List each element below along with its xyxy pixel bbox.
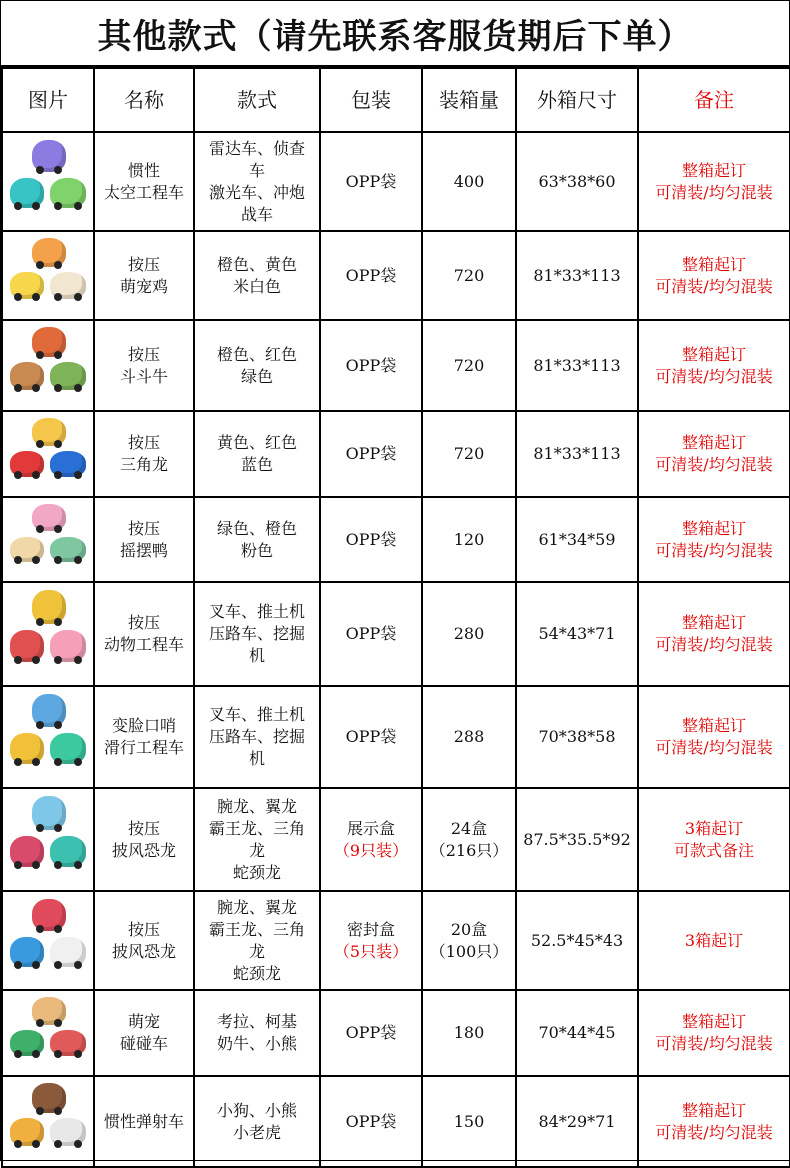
- toy-wheel: [32, 758, 40, 766]
- toy-wheel: [54, 1140, 62, 1148]
- box-quantity: [422, 990, 516, 1076]
- product-name: [94, 891, 194, 990]
- table-row: [2, 411, 790, 497]
- box-quantity: [422, 891, 516, 990]
- toy-wheel: [54, 261, 62, 269]
- product-style: [194, 320, 320, 411]
- product-style-line: 叉车、推土机: [208, 705, 305, 724]
- packaging: [320, 788, 422, 891]
- toy-wheel: [14, 758, 22, 766]
- product-style-line: 黄色、红色: [216, 433, 297, 452]
- product-style-line: 战车: [240, 204, 273, 224]
- product-style: [194, 411, 320, 497]
- remarks-line: 可清装/均匀混装: [655, 738, 773, 757]
- product-style-line: 绿色: [240, 366, 273, 386]
- remarks-line: 整箱起订: [681, 1100, 746, 1120]
- box-quantity-line: 24盒: [450, 818, 488, 838]
- toy-wheel: [54, 471, 62, 479]
- box-quantity: [422, 686, 516, 788]
- product-image-cell: [2, 497, 94, 582]
- product-style: [194, 990, 320, 1076]
- fighting-bull-photo: [4, 322, 92, 409]
- toy-wheel: [32, 384, 40, 392]
- remarks-line: 整箱起订: [681, 160, 746, 180]
- product-style: [194, 1076, 320, 1167]
- box-quantity: [422, 1076, 516, 1167]
- packaging: [320, 1076, 422, 1167]
- toy-wheel: [54, 293, 62, 301]
- table-row: [2, 1076, 790, 1167]
- box-quantity: [422, 132, 516, 231]
- product-style-line: 龙: [248, 840, 265, 860]
- product-image-cell: [2, 411, 94, 497]
- product-style-line: 小狗、小熊: [216, 1100, 297, 1120]
- remarks: [638, 320, 790, 411]
- toy-wheel: [74, 202, 82, 210]
- remarks-line: 整箱起订: [681, 254, 746, 274]
- toy-wheel: [74, 656, 82, 664]
- table-body: [2, 132, 790, 1167]
- toy-wheel: [14, 202, 22, 210]
- toy-wheel: [74, 1140, 82, 1148]
- toy-wheel: [36, 525, 44, 533]
- toy-wheel: [74, 384, 82, 392]
- remarks: [638, 582, 790, 686]
- packaging: [320, 686, 422, 788]
- product-style-line: 绿色、橙色: [216, 518, 297, 538]
- sheet-title: 其他款式（请先联系客服货期后下单）: [1, 1, 789, 67]
- packaging-count: （9只装）: [333, 840, 409, 860]
- product-image-cell: [2, 686, 94, 788]
- packaging-line: OPP袋: [345, 355, 397, 375]
- product-style-line: 叉车、推土机: [208, 602, 305, 621]
- product-name-line: 动物工程车: [103, 635, 184, 654]
- product-style-line: 激光车、冲炮: [208, 182, 305, 202]
- product-name-line: 惯性弹射车: [103, 1111, 184, 1131]
- box-quantity-line: 288: [453, 727, 485, 746]
- remarks-line: 3箱起订: [684, 818, 744, 838]
- box-quantity-line: 120: [453, 529, 485, 549]
- packaging: [320, 411, 422, 497]
- product-name-line: 按压: [127, 254, 160, 274]
- remarks: [638, 231, 790, 320]
- product-style-line: 奶牛、小熊: [216, 1034, 297, 1053]
- toy-wheel: [54, 556, 62, 564]
- product-name: [94, 582, 194, 686]
- packaging-line: OPP袋: [345, 624, 397, 643]
- box-quantity: [422, 231, 516, 320]
- table-row: [2, 132, 790, 231]
- product-style: [194, 231, 320, 320]
- toy-wheel: [32, 656, 40, 664]
- remarks: [638, 686, 790, 788]
- remarks-line: 可清装/均匀混装: [655, 366, 773, 386]
- remarks-line: 可清装/均匀混装: [655, 635, 773, 654]
- carton-size: 81*33*113: [516, 231, 638, 320]
- box-quantity: [422, 411, 516, 497]
- toy-wheel: [36, 721, 44, 729]
- remarks-line: 可清装/均匀混装: [655, 182, 773, 202]
- box-quantity-line: 400: [453, 171, 485, 191]
- product-style-line: 车: [248, 160, 265, 180]
- toy-wheel: [14, 861, 22, 869]
- cute-chick-photo: [4, 233, 92, 318]
- product-style-line: 橙色、红色: [216, 344, 297, 364]
- product-style: [194, 497, 320, 582]
- cape-dinosaur-sealed-box-photo: [4, 893, 92, 988]
- box-quantity-line: 720: [453, 265, 485, 285]
- box-quantity-line: （100只）: [429, 941, 509, 961]
- table-row: [2, 320, 790, 411]
- header-box-quantity: 装箱量: [422, 68, 516, 132]
- box-quantity: [422, 320, 516, 411]
- table-row: [2, 891, 790, 990]
- product-name-line: 按压: [127, 818, 160, 838]
- remarks-line: 整箱起订: [681, 613, 746, 632]
- remarks-line: 可清装/均匀混装: [655, 276, 773, 296]
- toy-wheel: [36, 166, 44, 174]
- remarks-line: 整箱起订: [681, 518, 746, 538]
- toy-wheel: [36, 440, 44, 448]
- product-name: [94, 231, 194, 320]
- toy-wheel: [54, 525, 62, 533]
- remarks-line: 整箱起订: [681, 433, 746, 452]
- inertia-launcher-car-photo: [4, 1078, 92, 1165]
- packaging: [320, 582, 422, 686]
- remarks: [638, 1076, 790, 1167]
- carton-size: 63*38*60: [516, 132, 638, 231]
- toy-wheel: [32, 202, 40, 210]
- product-name-line: 惯性: [127, 160, 160, 180]
- header-image: 图片: [2, 68, 94, 132]
- product-name-line: 按压: [127, 919, 160, 939]
- product-name-line: 变脸口哨: [111, 716, 176, 735]
- product-name-line: 碰碰车: [119, 1034, 168, 1053]
- packaging: [320, 891, 422, 990]
- product-style: [194, 686, 320, 788]
- toy-wheel: [14, 471, 22, 479]
- remarks: [638, 132, 790, 231]
- product-style-line: 腕龙、翼龙: [216, 897, 297, 917]
- packaging: [320, 320, 422, 411]
- box-quantity-line: 150: [453, 1111, 485, 1131]
- packaging-line: OPP袋: [345, 727, 397, 746]
- product-image-cell: [2, 891, 94, 990]
- carton-size: 52.5*45*43: [516, 891, 638, 990]
- toy-wheel: [54, 202, 62, 210]
- toy-wheel: [54, 758, 62, 766]
- box-quantity-line: 720: [453, 355, 485, 375]
- product-style: [194, 132, 320, 231]
- toy-wheel: [54, 384, 62, 392]
- product-name-line: 滑行工程车: [103, 738, 184, 757]
- product-name-line: 披风恐龙: [111, 941, 176, 961]
- product-image-cell: [2, 990, 94, 1076]
- toy-wheel: [74, 758, 82, 766]
- packaging-line: OPP袋: [345, 444, 397, 463]
- cape-dinosaur-display-box-photo: [4, 790, 92, 889]
- toy-wheel: [36, 1107, 44, 1115]
- toy-wheel: [54, 1019, 62, 1027]
- product-style-line: 小老虎: [232, 1122, 281, 1142]
- packaging-line: OPP袋: [345, 171, 397, 191]
- product-style-line: 蛇颈龙: [232, 963, 281, 983]
- toy-wheel: [74, 556, 82, 564]
- table-row: [2, 231, 790, 320]
- product-name-line: 三角龙: [119, 455, 168, 474]
- product-name: [94, 686, 194, 788]
- box-quantity-line: （216只）: [429, 840, 509, 860]
- carton-size: 81*33*113: [516, 411, 638, 497]
- cute-bumper-car-photo: [4, 992, 92, 1074]
- product-style-line: 霸王龙、三角: [208, 919, 305, 939]
- product-style-line: 腕龙、翼龙: [216, 796, 297, 816]
- toy-wheel: [54, 166, 62, 174]
- packaging-line: 展示盒: [346, 818, 395, 838]
- toy-wheel: [32, 293, 40, 301]
- product-style-line: 龙: [248, 941, 265, 961]
- product-style-line: 考拉、柯基: [216, 1012, 297, 1031]
- swinging-duck-photo: [4, 499, 92, 580]
- product-name-line: 太空工程车: [103, 182, 184, 202]
- toy-wheel: [54, 1050, 62, 1058]
- product-name: [94, 1076, 194, 1167]
- product-style-line: 蓝色: [240, 455, 273, 474]
- remarks: [638, 990, 790, 1076]
- product-name-line: 披风恐龙: [111, 840, 176, 860]
- remarks-line: 整箱起订: [681, 716, 746, 735]
- carton-size: 81*33*113: [516, 320, 638, 411]
- toy-wheel: [74, 1050, 82, 1058]
- table-row: [2, 686, 790, 788]
- product-name: [94, 990, 194, 1076]
- toy-wheel: [14, 293, 22, 301]
- box-quantity: [422, 582, 516, 686]
- packaging-count: （5只装）: [333, 941, 409, 961]
- animal-engineering-car-photo: [4, 584, 92, 684]
- table-row: [2, 497, 790, 582]
- toy-wheel: [54, 440, 62, 448]
- product-name: [94, 320, 194, 411]
- carton-size: 87.5*35.5*92: [516, 788, 638, 891]
- box-quantity-line: 180: [453, 1023, 485, 1042]
- product-style-line: 压路车、挖掘: [208, 624, 305, 643]
- carton-size: 70*44*45: [516, 990, 638, 1076]
- header-remarks: 备注: [638, 68, 790, 132]
- box-quantity-line: 20盒: [450, 919, 488, 939]
- product-name-line: 按压: [127, 518, 160, 538]
- product-name-line: 萌宠: [127, 1012, 160, 1031]
- remarks-line: 可清装/均匀混装: [655, 1122, 773, 1142]
- remarks: [638, 891, 790, 990]
- toy-wheel: [74, 293, 82, 301]
- toy-wheel: [54, 721, 62, 729]
- product-name: [94, 788, 194, 891]
- product-style: [194, 582, 320, 686]
- product-name-line: 斗斗牛: [119, 366, 168, 386]
- toy-wheel: [54, 1107, 62, 1115]
- toy-wheel: [36, 618, 44, 626]
- toy-wheel: [32, 556, 40, 564]
- table-row: [2, 990, 790, 1076]
- product-name-line: 按压: [127, 344, 160, 364]
- toy-wheel: [36, 261, 44, 269]
- packaging-line: OPP袋: [345, 1023, 397, 1042]
- packaging-line: OPP袋: [345, 529, 397, 549]
- remarks-line: 3箱起订: [684, 930, 744, 950]
- product-style-line: 机: [248, 749, 265, 768]
- box-quantity-line: 280: [453, 624, 485, 643]
- toy-wheel: [54, 351, 62, 359]
- toy-wheel: [54, 824, 62, 832]
- toy-wheel: [14, 656, 22, 664]
- product-name-line: 摇摆鸭: [119, 540, 168, 560]
- remarks-line: 可清装/均匀混装: [655, 1034, 773, 1053]
- space-engineering-car-photo: [4, 134, 92, 229]
- toy-wheel: [14, 1050, 22, 1058]
- packaging: [320, 990, 422, 1076]
- remarks: [638, 788, 790, 891]
- packaging-line: 密封盒: [346, 919, 395, 939]
- product-name-line: 萌宠鸡: [119, 276, 168, 296]
- product-name: [94, 132, 194, 231]
- face-changing-whistle-car-photo: [4, 688, 92, 786]
- toy-wheel: [54, 861, 62, 869]
- product-table: [1, 67, 790, 1168]
- remarks-line: 整箱起订: [681, 344, 746, 364]
- product-image-cell: [2, 231, 94, 320]
- carton-size: 70*38*58: [516, 686, 638, 788]
- toy-wheel: [74, 471, 82, 479]
- product-image-cell: [2, 132, 94, 231]
- toy-wheel: [74, 961, 82, 969]
- product-name: [94, 497, 194, 582]
- toy-wheel: [32, 961, 40, 969]
- box-quantity: [422, 788, 516, 891]
- product-style-line: 压路车、挖掘: [208, 727, 305, 746]
- product-style-line: 橙色、黄色: [216, 254, 297, 274]
- toy-wheel: [14, 384, 22, 392]
- carton-size: 54*43*71: [516, 582, 638, 686]
- toy-wheel: [32, 861, 40, 869]
- product-image-cell: [2, 1076, 94, 1167]
- packaging: [320, 497, 422, 582]
- header-row: [2, 68, 790, 132]
- toy-wheel: [32, 1050, 40, 1058]
- table-row: [2, 582, 790, 686]
- remarks: [638, 411, 790, 497]
- triceratops-photo: [4, 413, 92, 495]
- product-name-line: 按压: [127, 433, 160, 452]
- table-row: [2, 788, 790, 891]
- carton-size: 84*29*71: [516, 1076, 638, 1167]
- product-image-cell: [2, 582, 94, 686]
- product-style-line: 米白色: [232, 276, 281, 296]
- carton-size: 61*34*59: [516, 497, 638, 582]
- toy-wheel: [32, 1140, 40, 1148]
- remarks: [638, 497, 790, 582]
- toy-wheel: [32, 471, 40, 479]
- box-quantity: [422, 497, 516, 582]
- box-quantity-line: 720: [453, 444, 485, 463]
- product-image-cell: [2, 788, 94, 891]
- toy-wheel: [36, 824, 44, 832]
- toy-wheel: [54, 656, 62, 664]
- product-name-line: 按压: [127, 613, 160, 632]
- toy-wheel: [36, 351, 44, 359]
- packaging-line: OPP袋: [345, 265, 397, 285]
- remarks-line: 可款式备注: [673, 840, 754, 860]
- toy-wheel: [36, 925, 44, 933]
- toy-wheel: [54, 961, 62, 969]
- packaging: [320, 132, 422, 231]
- remarks-line: 整箱起订: [681, 1012, 746, 1031]
- product-style-line: 机: [248, 646, 265, 665]
- product-image-cell: [2, 320, 94, 411]
- toy-wheel: [54, 925, 62, 933]
- product-style: [194, 891, 320, 990]
- packaging: [320, 231, 422, 320]
- toy-wheel: [54, 618, 62, 626]
- product-style-line: 粉色: [240, 540, 273, 560]
- toy-wheel: [14, 556, 22, 564]
- toy-wheel: [74, 861, 82, 869]
- header-name: 名称: [94, 68, 194, 132]
- remarks-line: 可清装/均匀混装: [655, 540, 773, 560]
- product-style-line: 霸王龙、三角: [208, 818, 305, 838]
- remarks-line: 可清装/均匀混装: [655, 455, 773, 474]
- header-style: 款式: [194, 68, 320, 132]
- header-carton-size: 外箱尺寸: [516, 68, 638, 132]
- toy-wheel: [14, 1140, 22, 1148]
- header-packaging: 包装: [320, 68, 422, 132]
- product-style: [194, 788, 320, 891]
- product-style-line: 蛇颈龙: [232, 862, 281, 882]
- toy-wheel: [14, 961, 22, 969]
- packaging-line: OPP袋: [345, 1111, 397, 1131]
- product-name: [94, 411, 194, 497]
- product-style-line: 雷达车、侦查: [208, 138, 305, 158]
- toy-wheel: [36, 1019, 44, 1027]
